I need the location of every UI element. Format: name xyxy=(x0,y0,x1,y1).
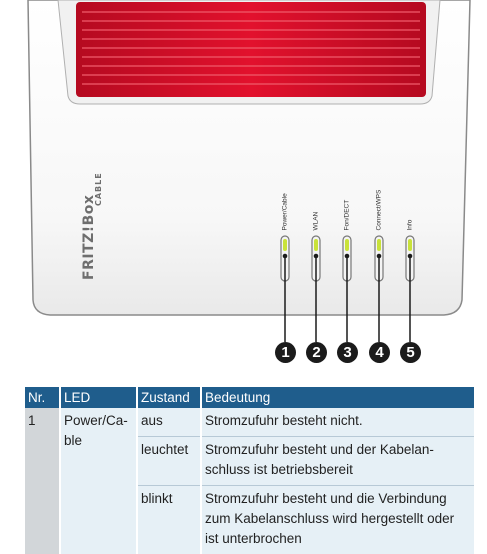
table-row xyxy=(25,408,474,437)
cell-zustand-blinkt: blinkt xyxy=(137,486,201,554)
table-header-row xyxy=(25,387,474,408)
cell-led-line1: Power/Ca- xyxy=(64,413,128,428)
callout-4: 4 xyxy=(369,342,390,363)
led-label-info: Info xyxy=(408,220,415,231)
cell-bedeutung-blinkt xyxy=(201,486,474,554)
cell-led xyxy=(60,408,137,554)
logo-main-text: FRITZ!Box xyxy=(81,195,97,280)
red-vent xyxy=(76,2,426,97)
header-zustand: Zustand xyxy=(137,387,201,408)
bedeutung-blinkt-line1: Stromzufuhr besteht und die Verbindung xyxy=(205,491,447,506)
cell-zustand-leuchtet: leuchtet xyxy=(137,437,201,486)
callout-3: 3 xyxy=(337,342,358,363)
cell-bedeutung-leuchtet xyxy=(201,437,474,486)
led-table xyxy=(25,387,474,554)
bedeutung-leuchtet-line2: schluss ist betriebsbereit xyxy=(205,462,353,477)
cell-bedeutung-aus xyxy=(201,408,474,437)
cell-nr: 1 xyxy=(25,408,60,554)
led-label-connect-wps: Connect/WPS xyxy=(377,190,384,231)
led-label-power-cable: Power/Cable xyxy=(283,193,290,230)
bedeutung-aus-line1: Stromzufuhr besteht nicht. xyxy=(205,413,363,428)
logo-sub-text: CABLE xyxy=(94,172,103,206)
callout-5: 5 xyxy=(400,342,421,363)
led-label-wlan: WLAN xyxy=(314,212,321,231)
cell-zustand-aus: aus xyxy=(137,408,201,437)
bedeutung-blinkt-line3: ist unterbrochen xyxy=(205,531,302,546)
header-led: LED xyxy=(60,387,137,408)
led-label-fon-dect: Fon/DECT xyxy=(345,200,352,231)
fritzbox-logo xyxy=(78,195,97,280)
cell-led-line2: ble xyxy=(64,433,82,448)
bedeutung-blinkt-line2: zum Kabelanschluss wird hergestellt oder xyxy=(205,511,454,526)
callout-1: 1 xyxy=(275,342,296,363)
bedeutung-leuchtet-line1: Stromzufuhr besteht und der Kabelan- xyxy=(205,442,434,457)
callout-2: 2 xyxy=(306,342,327,363)
header-bedeutung: Bedeutung xyxy=(201,387,474,408)
header-nr: Nr. xyxy=(25,387,60,408)
